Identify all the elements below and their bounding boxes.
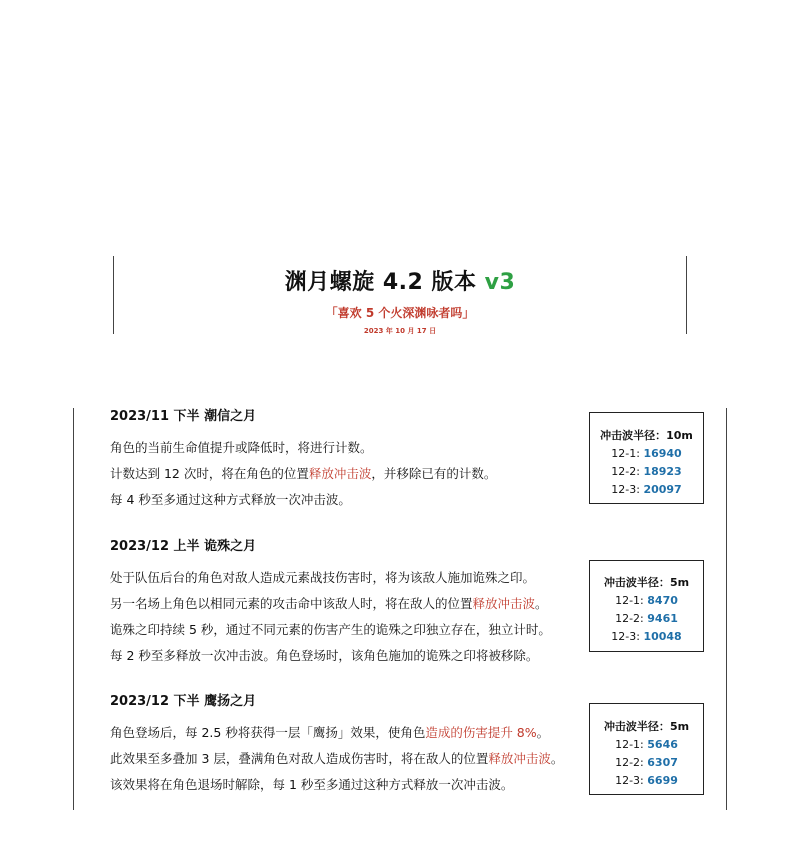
rule-line: 此效果至多叠加 3 层，叠满角色对敌人造成伤害时，将在敌人的位置释放冲击波。 bbox=[110, 751, 564, 766]
body-left-rule bbox=[73, 408, 74, 810]
rule-line: 该效果将在角色退场时解除，每 1 秒至多通过这种方式释放一次冲击波。 bbox=[110, 777, 514, 792]
shockwave-radius: 冲击波半径：5m bbox=[603, 576, 690, 589]
shockwave-stats-box bbox=[589, 412, 704, 504]
subtitle: 「喜欢 5 个火深渊咏者吗」 bbox=[325, 306, 475, 320]
floor-hp-row: 12-1: 16940 bbox=[611, 447, 682, 460]
header-right-rule bbox=[686, 256, 687, 334]
title-text: 渊月螺旋 4.2 版本 bbox=[284, 270, 477, 295]
highlight-text: 释放冲击波 bbox=[308, 466, 372, 481]
rule-line: 每 4 秒至多通过这种方式释放一次冲击波。 bbox=[110, 492, 351, 507]
floor-hp-row: 12-2: 18923 bbox=[611, 465, 682, 478]
section-title: 2023/12 上半 诡殊之月 bbox=[110, 539, 257, 554]
body-right-rule bbox=[726, 408, 727, 810]
floor-hp-row: 12-2: 9461 bbox=[615, 612, 678, 625]
rule-line: 角色的当前生命值提升或降低时，将进行计数。 bbox=[110, 440, 373, 455]
section-tide-moon bbox=[110, 405, 496, 513]
shockwave-stats-box bbox=[589, 560, 704, 652]
shockwave-radius: 冲击波半径：5m bbox=[603, 720, 690, 733]
floor-hp-row: 12-2: 6307 bbox=[615, 756, 678, 769]
version-badge: v3 bbox=[484, 270, 516, 295]
highlight-text: 造成的伤害提升 8% bbox=[425, 725, 537, 740]
rule-line: 诡殊之印持续 5 秒，通过不同元素的伤害产生的诡殊之印独立存在，独立计时。 bbox=[110, 622, 551, 637]
rule-line: 处于队伍后台的角色对敌人造成元素战技伤害时，将为该敌人施加诡殊之印。 bbox=[110, 570, 536, 585]
highlight-text: 释放冲击波 bbox=[488, 751, 551, 766]
section-ominous-moon bbox=[110, 535, 551, 669]
section-title: 2023/12 下半 鹰扬之月 bbox=[110, 694, 257, 709]
shockwave-radius: 冲击波半径：10m bbox=[600, 429, 693, 442]
floor-hp-row: 12-3: 6699 bbox=[615, 774, 678, 787]
document-header bbox=[114, 258, 686, 336]
publish-date: 2023 年 10 月 17 日 bbox=[363, 327, 437, 335]
floor-hp-row: 12-3: 20097 bbox=[611, 483, 682, 496]
section-title: 2023/11 下半 潮信之月 bbox=[110, 409, 257, 424]
floor-hp-row: 12-1: 5646 bbox=[615, 738, 678, 751]
highlight-text: 释放冲击波 bbox=[472, 596, 536, 611]
section-eagle-moon bbox=[110, 690, 563, 798]
floor-hp-row: 12-3: 10048 bbox=[611, 630, 682, 643]
rule-line: 角色登场后，每 2.5 秒将获得一层「鹰扬」效果，使角色造成的伤害提升 8%。 bbox=[110, 725, 550, 740]
rule-line: 每 2 秒至多释放一次冲击波。角色登场时，该角色施加的诡殊之印将被移除。 bbox=[110, 648, 539, 663]
page-title bbox=[114, 265, 686, 296]
floor-hp-row: 12-1: 8470 bbox=[615, 594, 678, 607]
shockwave-stats-box bbox=[589, 703, 704, 795]
rule-line: 另一名场上角色以相同元素的攻击命中该敌人时，将在敌人的位置释放冲击波。 bbox=[110, 596, 548, 611]
rule-line: 计数达到 12 次时，将在角色的位置释放冲击波，并移除已有的计数。 bbox=[110, 466, 497, 481]
